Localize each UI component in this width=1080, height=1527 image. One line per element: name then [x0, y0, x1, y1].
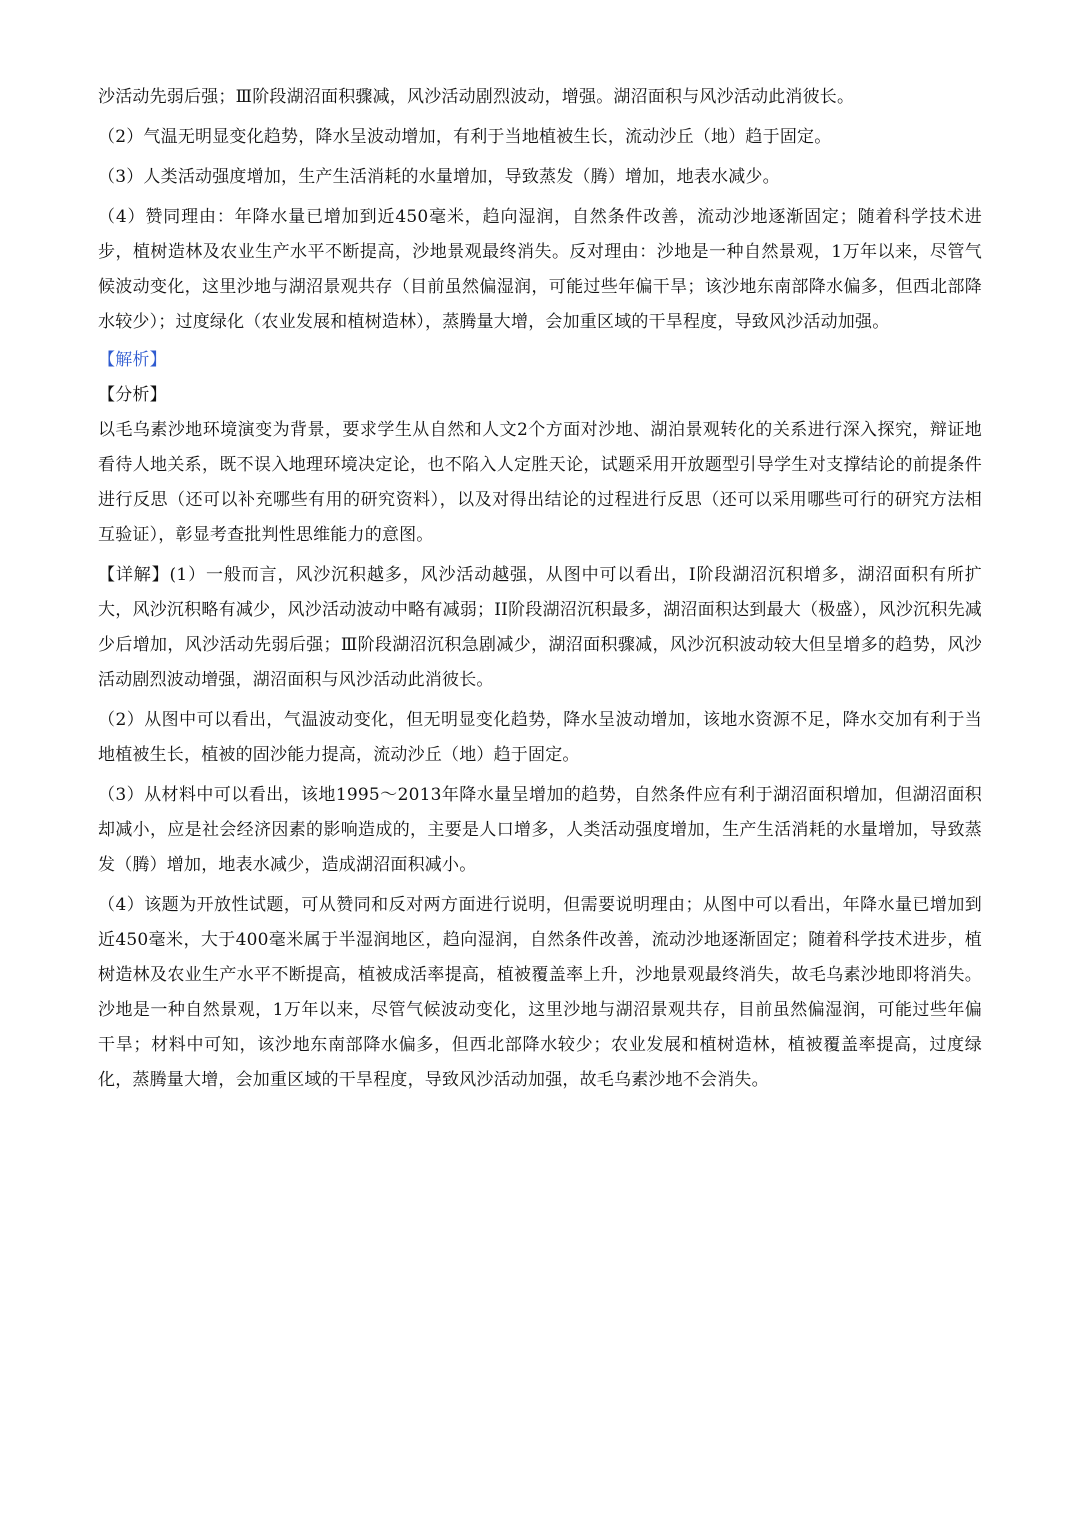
jiexi-heading: 【解析】	[98, 350, 167, 370]
answer-paragraph-2: （2）气温无明显变化趋势，降水呈波动增加，有利于当地植被生长，流动沙丘（地）趋于固定。	[98, 127, 832, 147]
answer-paragraph-1-continued: 沙活动先弱后强；Ⅲ阶段湖沼面积骤减，风沙活动剧烈波动，增强。湖沼面积与风沙活动此消彼长。	[98, 87, 855, 107]
answer-paragraph-4: （4）赞同理由：年降水量已增加到近450毫米，趋向湿润，自然条件改善，流动沙地逐渐固定；随着科学技术进步，植树造林及农业生产水平不断提高，沙地景观最终消失。反对理由：沙地是一种自然景观，1万年以来，尽管气候波动变化，这里沙地与湖沼景观共存（目前虽然偏湿润，可能过些年偏干旱；该沙地东南部降水偏多，但西北部降水较少）；过度绿化（农业发展和植树造林），蒸腾量大增，会加重区域的干旱程度，导致风沙活动加强。	[98, 207, 982, 332]
document-page	[98, 80, 982, 1098]
answer-paragraph-3: （3）人类活动强度增加，生产生活消耗的水量增加，导致蒸发（腾）增加，地表水减少。	[98, 167, 780, 187]
detail-paragraph-4: （4）该题为开放性试题，可从赞同和反对两方面进行说明，但需要说明理由；从图中可以看出，年降水量已增加到近450毫米，大于400毫米属于半湿润地区，趋向湿润，自然条件改善，流动沙地逐渐固定；随着科学技术进步，植树造林及农业生产水平不断提高，植被成活率提高，植被覆盖率上升，沙地景观最终消失，故毛乌素沙地即将消失。沙地是一种自然景观，1万年以来，尽管气候波动变化，这里沙地与湖沼景观共存，目前虽然偏湿润，可能过些年偏干旱；材料中可知，该沙地东南部降水偏多，但西北部降水较少；农业发展和植树造林，植被覆盖率提高，过度绿化，蒸腾量大增，会加重区域的干旱程度，导致风沙活动加强，故毛乌素沙地不会消失。	[98, 895, 982, 1090]
detail-paragraph-3: （3）从材料中可以看出，该地1995～2013年降水量呈增加的趋势，自然条件应有利于湖沼面积增加，但湖沼面积却减小，应是社会经济因素的影响造成的，主要是人口增多，人类活动强度增加，生产生活消耗的水量增加，导致蒸发（腾）增加，地表水减少，造成湖沼面积减小。	[98, 785, 982, 875]
detail-paragraph-2: （2）从图中可以看出，气温波动变化，但无明显变化趋势，降水呈波动增加，该地水资源不足，降水交加有利于当地植被生长，植被的固沙能力提高，流动沙丘（地）趋于固定。	[98, 710, 982, 765]
fenxi-paragraph: 以毛乌素沙地环境演变为背景，要求学生从自然和人文2个方面对沙地、湖泊景观转化的关系进行深入探究，辩证地看待人地关系，既不误入地理环境决定论，也不陷入人定胜天论，试题采用开放题型引导学生对支撑结论的前提条件进行反思（还可以补充哪些有用的研究资料），以及对得出结论的过程进行反思（还可以采用哪些可行的研究方法相互验证），彰显考查批判性思维能力的意图。	[98, 420, 982, 545]
fenxi-heading: 【分析】	[98, 385, 167, 405]
detail-paragraph-1: 【详解】(1）一般而言，风沙沉积越多，风沙活动越强，从图中可以看出，I阶段湖沼沉积增多，湖沼面积有所扩大，风沙沉积略有减少，风沙活动波动中略有减弱；II阶段湖沼沉积最多，湖沼面积达到最大（极盛），风沙沉积先减少后增加，风沙活动先弱后强；Ⅲ阶段湖沼沉积急剧减少，湖沼面积骤减，风沙沉积波动较大但呈增多的趋势，风沙活动剧烈波动增强，湖沼面积与风沙活动此消彼长。	[98, 565, 982, 690]
